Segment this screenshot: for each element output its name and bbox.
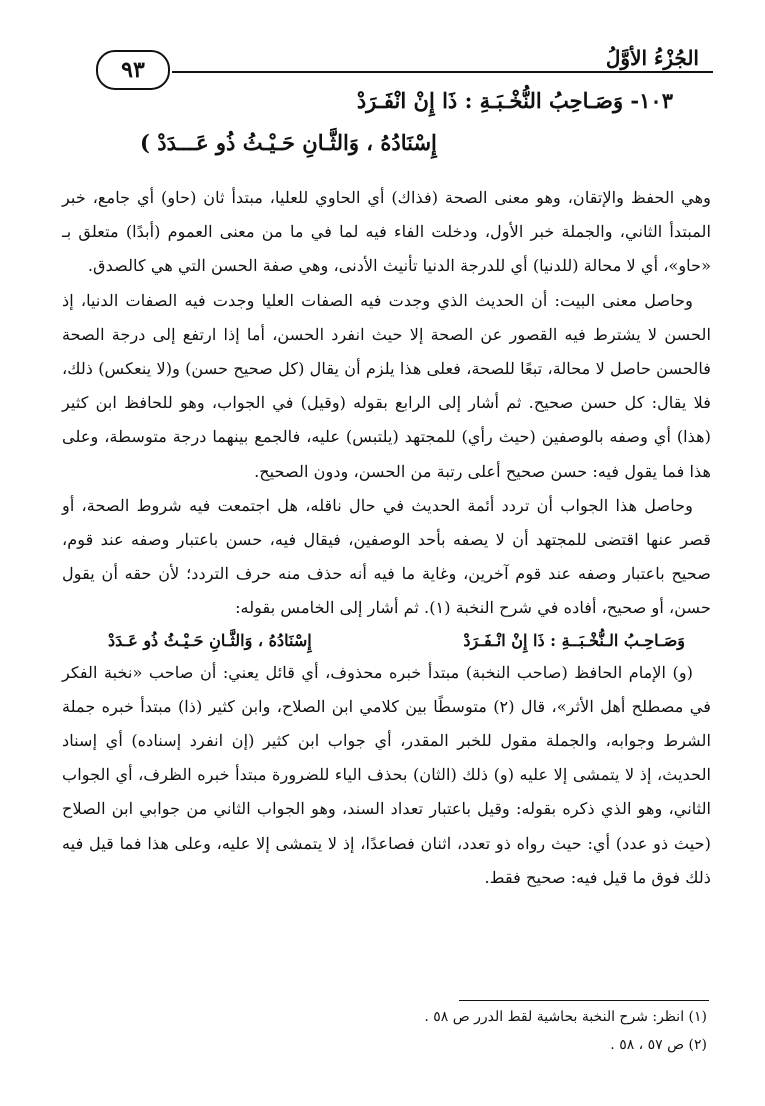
page-number: ٩٣ — [96, 50, 170, 90]
verse-line-1: ١٠٣- وَصَـاحِبُ النُّخْـبَـةِ : ذَا إِنْ انْفَـرَدْ — [356, 88, 673, 113]
paragraph-4: (و) الإمام الحافظ (صاحب النخبة) مبتدأ خبره محذوف، أي قائل يعني: أن صاحب «نخبة الفكر في مصطلح أهل الأثر»، قال (٢) متوسطًا بين كلامي ابن الصلاح، وابن كثير (ذا) مبتدأ خبره جملة الشرط وجوابه، والجملة مقول للخبر المقدر، أي جواب ابن كثير (إن انفرد إسناده) أي إسناد الحديث، إذ لا يتمشى إلا عليه (و) ذلك (الثان) بحذف الياء للضرورة مبتدأ خبره الظرف، أي الجواب الثاني، وهو الذي ذكره بقوله: وقيل باعتبار تعداد السند، وهو الجواب الثاني من جوابي ابن الصلاح (حيث ذو عدد) أي: حيث رواه ذو تعدد، اثنان فصاعدًا، إذ لا يتمشى إلا عليه، وعلى هذا فما قيل فيه ذلك فوق ما قيل فيه: صحيح فقط. — [62, 662, 711, 887]
footnote-1: (١) انظر: شرح النخبة بحاشية لقط الدرر ص ٥٨ . — [424, 1009, 707, 1025]
header-rule — [172, 71, 713, 73]
footnote-2: (٢) ص ٥٧ ، ٥٨ . — [610, 1037, 707, 1053]
inline-verse — [62, 626, 711, 656]
running-title: الجُزْءُ الأوَّلُ — [598, 46, 707, 70]
paragraph-2: وحاصل معنى البيت: أن الحديث الذي وجدت فيه الصفات العليا وجدت فيه الصفات الدنيا، إذ الحسن لا يشترط فيه القصور عن الصحة إلا حيث انفرد الحسن، أما إذا ارتفع إلى درجة الصحة فالحسن حاصل لا محالة، تبعًا للصحة، فعلى هذا يلزم أن يقال (كل صحيح حسن) و(لا ينعكس) ذلك، فلا يقال: كل حسن صحيح. ثم أشار إلى الرابع بقوله (وقيل) في الجواب، وهو للحافظ ابن كثير (هذا) أي وصفه بالوصفين (حيث رأي) للمجتهد (يلتبس) عليه، فالجمع بينهما درجة متوسطة، وعلى هذا فما يقول فيه: حسن صحيح أعلى رتبة من الحسن، ودون الصحيح. — [62, 290, 711, 481]
paragraph-1: وهي الحفظ والإتقان، وهو معنى الصحة (فذاك) أي الحاوي للعليا، مبتدأ ثان (حاو) أي جامع، خبر المبتدأ الثاني، والجملة خبر الأول، ودخلت الفاء فيه لما في ما من معنى العموم (أبدًا) متعلق بـ «حاو»، أي لا محالة (للدنيا) أي للدرجة الدنيا تأنيث الأدنى، وهي صفة الحسن التي هي كالصدق. — [62, 188, 711, 276]
footnote-separator — [459, 1000, 709, 1001]
main-text — [62, 181, 711, 895]
inline-verse-hemistich-2: إِسْنَادُهُ ، وَالثَّـانِ حَـيْـثُ ذُو عَـدَدْ — [108, 630, 312, 650]
paragraph-3: وحاصل هذا الجواب أن تردد أئمة الحديث في حال ناقله، هل اجتمعت فيه شروط الصحة، أو قصر عنها اقتضى للمجتهد أن لا يصفه بأحد الوصفين، فيقال فيه، حسن باعتبار وصفه عند قوم، صحيح باعتبار وصفه عند قوم آخرين، وغاية ما فيه أنه حذف منه حرف التردد؛ لأن حقه أن يقول حسن، أو صحيح، أفاده في شرح النخبة (١). ثم أشار إلى الخامس بقوله: — [62, 495, 711, 618]
verse-heading — [140, 88, 673, 174]
inline-verse-hemistich-1: وَصَـاحِـبُ الـنُّخْـبَــةِ : ذَا إِنْ انْـفَـرَدْ — [463, 630, 685, 650]
page-header — [96, 44, 713, 84]
footnotes — [62, 1003, 707, 1059]
verse-line-2: إِسْنَادُهُ ، وَالثَّـانِ حَـيْـثُ ذُو عَـــدَدْ ) — [140, 130, 437, 155]
